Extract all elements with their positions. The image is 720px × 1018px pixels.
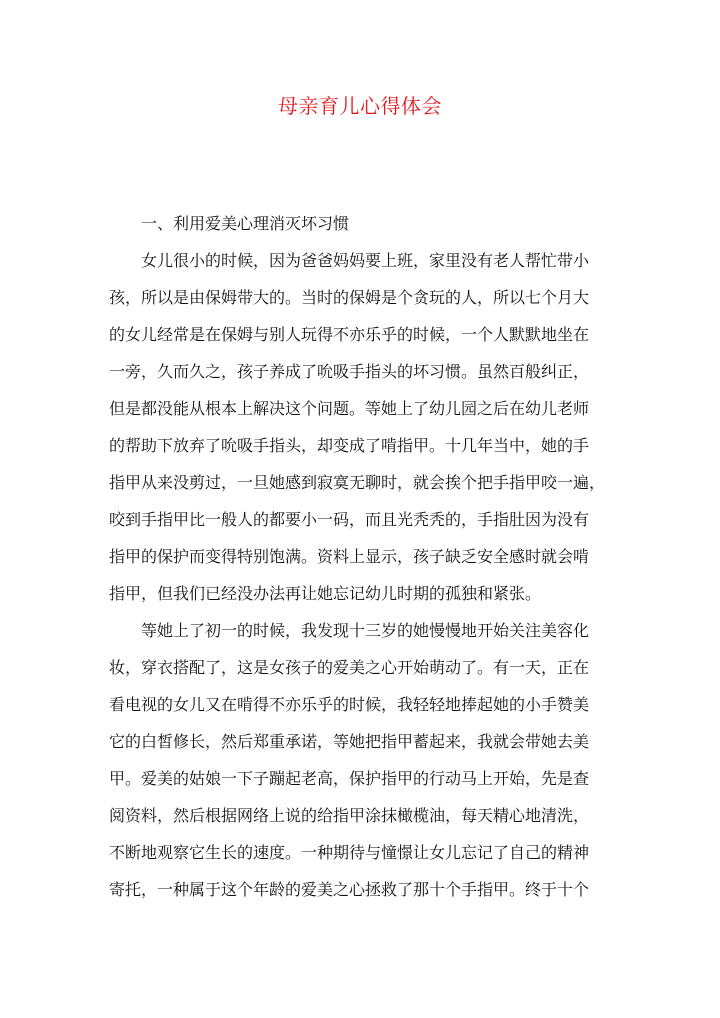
paragraph-line: 指甲的保护而变得特别饱满。资料上显示，孩子缺乏安全感时就会啃 <box>109 547 590 566</box>
paragraph-line: 不断地观察它生长的速度。一种期待与憧憬让女儿忘记了自己的精神 <box>109 843 590 862</box>
paragraph-line: 的女儿经常是在保姆与别人玩得不亦乐乎的时候，一个人默默地坐在 <box>109 325 590 344</box>
paragraph-line: 阅资料，然后根据网络上说的给指甲涂抹橄榄油，每天精心地清洗， <box>109 806 590 825</box>
paragraph-line: 指甲从来没剪过，一旦她感到寂寞无聊时，就会挨个把手指甲咬一遍， <box>109 473 606 492</box>
paragraph-line: 妆，穿衣搭配了，这是女孩子的爱美之心开始萌动了。有一天，正在 <box>109 658 590 677</box>
document-body <box>109 205 629 908</box>
paragraph-line: 的帮助下放弃了吮吸手指头，却变成了啃指甲。十几年当中，她的手 <box>109 436 590 455</box>
paragraph-line: 甲。爱美的姑娘一下子蹦起老高，保护指甲的行动马上开始，先是查 <box>109 769 590 788</box>
paragraph-line: 一旁，久而久之，孩子养成了吮吸手指头的坏习惯。虽然百般纠正， <box>109 362 590 381</box>
paragraph-line: 它的白皙修长，然后郑重承诺，等她把指甲蓄起来，我就会带她去美 <box>109 732 590 751</box>
document-title: 母亲育儿心得体会 <box>278 94 442 118</box>
paragraph-line: 孩，所以是由保姆带大的。当时的保姆是个贪玩的人，所以七个月大 <box>109 288 590 307</box>
paragraph-line: 指甲，但我们已经没办法再让她忘记幼儿时期的孤独和紧张。 <box>109 584 542 603</box>
paragraph-line: 咬到手指甲比一般人的都要小一码，而且光秃秃的，手指肚因为没有 <box>109 510 590 529</box>
paragraph-line: 寄托，一种属于这个年龄的爱美之心拯救了那十个手指甲。终于十个 <box>109 880 590 899</box>
paragraph-line: 但是都没能从根本上解决这个问题。等她上了幼儿园之后在幼儿老师 <box>109 399 590 418</box>
paragraph-line: 看电视的女儿又在啃得不亦乐乎的时候，我轻轻地捧起她的小手赞美 <box>109 695 590 714</box>
section-heading: 一、利用爱美心理消灭坏习惯 <box>141 214 350 233</box>
paragraph-line: 女儿很小的时候，因为爸爸妈妈要上班，家里没有老人帮忙带小 <box>141 251 590 270</box>
paragraph-line: 等她上了初一的时候，我发现十三岁的她慢慢地开始关注美容化 <box>141 621 590 640</box>
